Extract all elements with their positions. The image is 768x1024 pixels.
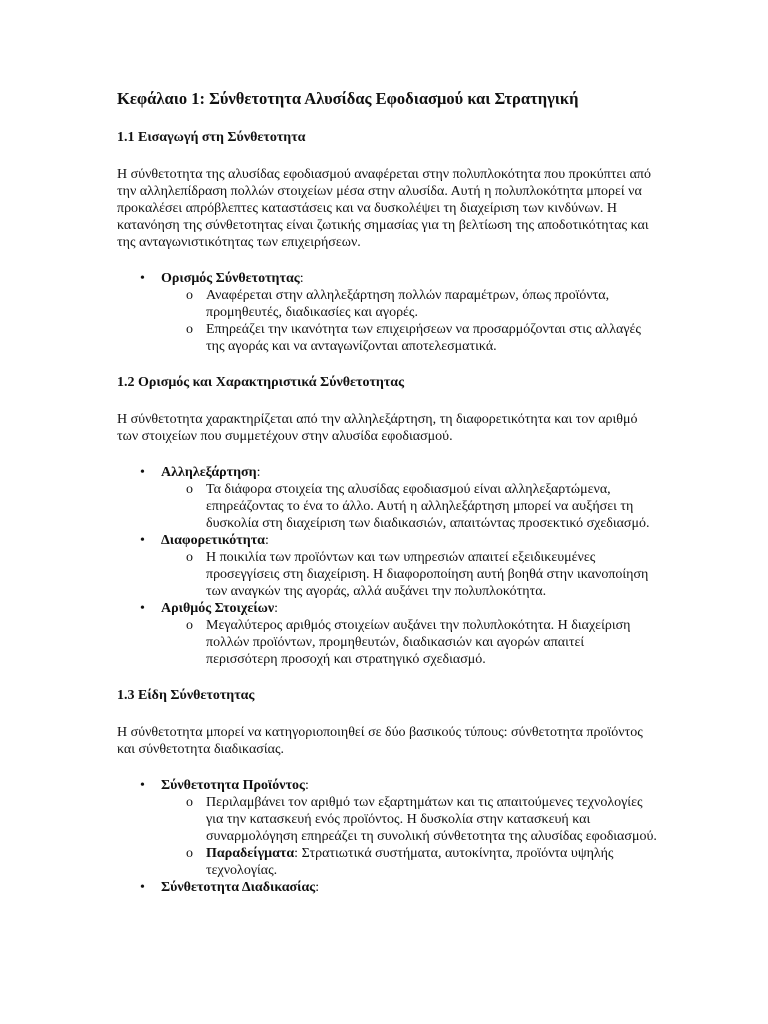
term-label: Ορισμός Σύνθετοτητας	[161, 271, 300, 286]
list-item: • Ορισμός Σύνθετοτητας: o Αναφέρεται στην αλληλεξάρτηση πολλών παραμέτρων, όπως προϊόντα, προμηθευτές, διαδικασίες και αγορές. o Επηρεάζει την ικανότητα των επιχειρήσεων να προσαρμόζονται στις αλλαγές της αγοράς και να ανταγωνίζονται αποτελεσματικά.	[161, 270, 658, 355]
term-label: Αριθμός Στοιχείων	[161, 601, 275, 616]
chapter-title: Κεφάλαιο 1: Σύνθετοτητα Αλυσίδας Εφοδιασμού και Στρατηγική	[117, 89, 579, 108]
list-item: • Αριθμός Στοιχείων: o Μεγαλύτερος αριθμός στοιχείων αυξάνει την πολυπλοκότητα. Η διαχείριση πολλών προϊόντων, προμηθευτών, διαδικασιών και αγορών απαιτεί περισσότερη προσοχή και στρατηγικό σχεδιασμό.	[161, 600, 658, 668]
term-label: Σύνθετοτητα Διαδικασίας	[161, 880, 316, 895]
example-text: Στρατιωτικά συστήματα, αυτοκίνητα, προϊόντα υψηλής τεχνολογίας.	[206, 846, 614, 878]
sub-list	[161, 794, 658, 879]
section-heading-1-1: 1.1 Εισαγωγή στη Σύνθετοτητα	[117, 130, 306, 145]
sub-list-item: o Περιλαμβάνει τον αριθμό των εξαρτημάτων και τις απαιτούμενες τεχνολογίες για την κατασκευή ενός προϊόντος. Η δυσκολία στην κατασκευή και συναρμολόγηση επηρεάζει τη συνολική σύνθετοτητα της αλυσίδας εφοδιασμού.	[206, 794, 658, 845]
list-item: • Αλληλεξάρτηση: o Τα διάφορα στοιχεία της αλυσίδας εφοδιασμού είναι αλληλεξαρτώμενα, επηρεάζοντας το ένα το άλλο. Αυτή η αλληλεξάρτηση μπορεί να αυξήσει τη δυσκολία στη διαχείριση των διαδικασιών, απαιτώντας προσεκτικό σχεδιασμό.	[161, 464, 658, 532]
sub-list	[161, 481, 658, 532]
term-label: Αλληλεξάρτηση	[161, 465, 257, 480]
sub-list-item: o Τα διάφορα στοιχεία της αλυσίδας εφοδιασμού είναι αλληλεξαρτώμενα, επηρεάζοντας το ένα το άλλο. Αυτή η αλληλεξάρτηση μπορεί να αυξήσει τη δυσκολία στη διαχείριση των διαδικασιών, απαιτώντας προσεκτικό σχεδιασμό.	[206, 481, 658, 532]
list-item: • Σύνθετοτητα Διαδικασίας:	[161, 879, 658, 896]
term-label: Σύνθετοτητα Προϊόντος	[161, 778, 305, 793]
section-1-2-list	[117, 464, 658, 668]
section-1-1-list	[117, 270, 658, 355]
section-1-3-paragraph: Η σύνθετοτητα μπορεί να κατηγοριοποιηθεί σε δύο βασικούς τύπους: σύνθετοτητα προϊόντος και σύνθετοτητα διαδικασίας.	[117, 725, 643, 757]
section-heading-1-2: 1.2 Ορισμός και Χαρακτηριστικά Σύνθετοτητας	[117, 375, 405, 390]
section-heading-1-3: 1.3 Είδη Σύνθετοτητας	[117, 688, 255, 703]
sub-list	[161, 287, 658, 355]
sub-list-item: o Αναφέρεται στην αλληλεξάρτηση πολλών παραμέτρων, όπως προϊόντα, προμηθευτές, διαδικασίες και αγορές.	[206, 287, 658, 321]
sub-list-item: o Η ποικιλία των προϊόντων και των υπηρεσιών απαιτεί εξειδικευμένες προσεγγίσεις στη διαχείριση. Η διαφοροποίηση αυτή βοηθά στην ικανοποίηση των αναγκών της αγοράς, αλλά αυξάνει την πολυπλοκότητα.	[206, 549, 658, 600]
section-1-2-paragraph: Η σύνθετοτητα χαρακτηρίζεται από την αλληλεξάρτηση, τη διαφορετικότητα και τον αριθμό των στοιχείων που συμμετέχουν στην αλυσίδα εφοδιασμού.	[117, 412, 638, 444]
section-1-1-paragraph: Η σύνθετοτητα της αλυσίδας εφοδιασμού αναφέρεται στην πολυπλοκότητα που προκύπτει από την αλληλεπίδραση πολλών στοιχείων μέσα στην αλυσίδα. Αυτή η πολυπλοκότητα μπορεί να προκαλέσει απρόβλεπτες καταστάσεις και να δυσκολέψει τη διαχείριση των κινδύνων. Η κατανόηση της σύνθετοτητας είναι ζωτικής σημασίας για τη βελτίωση της αποδοτικότητας και της ανταγωνιστικότητας των επιχειρήσεων.	[117, 167, 651, 250]
list-item: • Διαφορετικότητα: o Η ποικιλία των προϊόντων και των υπηρεσιών απαιτεί εξειδικευμένες προσεγγίσεις στη διαχείριση. Η διαφοροποίηση αυτή βοηθά στην ικανοποίηση των αναγκών της αγοράς, αλλά αυξάνει την πολυπλοκότητα.	[161, 532, 658, 600]
sub-list-item: o Επηρεάζει την ικανότητα των επιχειρήσεων να προσαρμόζονται στις αλλαγές της αγοράς και να ανταγωνίζονται αποτελεσματικά.	[206, 321, 658, 355]
term-label: Διαφορετικότητα	[161, 533, 265, 548]
section-1-3-list	[117, 777, 658, 896]
example-term: Παραδείγματα	[206, 846, 295, 861]
sub-list	[161, 549, 658, 600]
sub-list-item: o Παραδείγματα: Στρατιωτικά συστήματα, αυτοκίνητα, προϊόντα υψηλής τεχνολογίας.	[206, 845, 658, 879]
sub-list	[161, 617, 658, 668]
sub-list-item: o Μεγαλύτερος αριθμός στοιχείων αυξάνει την πολυπλοκότητα. Η διαχείριση πολλών προϊόντων, προμηθευτών, διαδικασιών και αγορών απαιτεί περισσότερη προσοχή και στρατηγικό σχεδιασμό.	[206, 617, 658, 668]
list-item: • Σύνθετοτητα Προϊόντος: o Περιλαμβάνει τον αριθμό των εξαρτημάτων και τις απαιτούμενες τεχνολογίες για την κατασκευή ενός προϊόντος. Η δυσκολία στην κατασκευή και συναρμολόγηση επηρεάζει τη συνολική σύνθετοτητα της αλυσίδας εφοδιασμού. o Παραδείγματα: Στρατιωτικά συστήματα, αυτοκίνητα, προϊόντα υψηλής τεχνολογίας.	[161, 777, 658, 879]
